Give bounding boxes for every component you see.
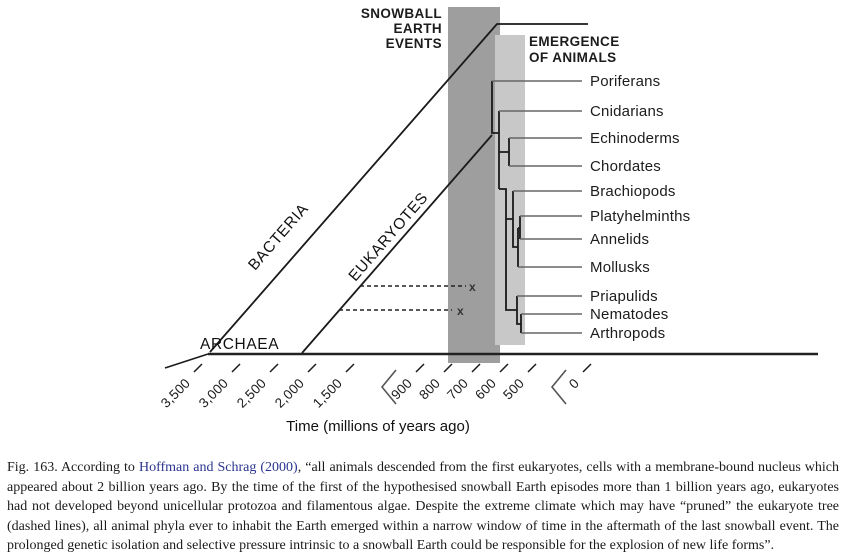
snowball-events-band [448,7,500,363]
caption-prefix: Fig. 163. According to [7,460,139,475]
emergence-label-line1: EMERGENCE [529,34,620,49]
tick-2000: 2,000 [271,375,308,411]
snowball-label-line2: EARTH [393,21,442,36]
snowball-band-label [361,6,442,51]
tick-marks [194,364,591,372]
axis-break-right [552,370,566,404]
taxon-poriferans: Poriferans [590,73,661,90]
tick-labels [158,376,582,411]
archaea-label: ARCHAEA [200,336,280,353]
tick-500: 500 [500,375,528,403]
caption-body: , “all animals descended from the first eukaryotes, cells with a membrane-bound nucleus which appeared about 2 billion years ago. By the time of the first of the hypothesised snowball Earth episodes more than 1 billion years ago, eukaryotes had not developed beyond unicellular protozoa and filamentous algae. Despite the extreme climate which may have “pruned” the eukaryote tree (dashed lines), all animal phyla ever to inhabit the Earth emerged within a narrow window of time in the aftermath of the last snowball event. The prolonged genetic isolation and selective pressure intrinsic to a snowball Earth could be responsible for the explosion of new life forms”. [7,460,839,554]
taxon-arthropods: Arthropods [590,325,666,342]
tick-1500: 1,500 [309,375,346,411]
time-axis [158,364,591,435]
tick-2500: 2,500 [233,375,270,411]
tick-3500: 3,500 [157,375,194,411]
bacteria-line [210,24,588,352]
taxon-cnidarians: Cnidarians [590,103,664,120]
tick-900: 900 [388,375,416,403]
tick-3000: 3,000 [195,375,232,411]
snowball-label-line3: EVENTS [385,36,442,51]
bacteria-label: BACTERIA [245,200,313,274]
taxon-chordates: Chordates [590,158,662,175]
tick-0: 0 [566,375,583,392]
eukaryotes-label: EUKARYOTES [345,189,432,285]
taxon-echinoderms: Echinoderms [590,130,680,147]
taxa-labels [590,73,690,342]
prune-x-mark-2: x [457,304,464,318]
tick-700: 700 [444,375,472,403]
axis-title: Time (millions of years ago) [286,418,470,435]
taxon-brachiopods: Brachiopods [590,183,676,200]
tick-600: 600 [472,375,500,403]
prune-x-mark-1: x [469,280,476,294]
emergence-label-line2: OF ANIMALS [529,50,617,65]
taxon-priapulids: Priapulids [590,288,658,305]
emergence-band-label [529,34,620,65]
tick-800: 800 [416,375,444,403]
caption-citation-link[interactable]: Hoffman and Schrag (2000) [138,460,298,475]
root-tail-line [165,354,208,368]
taxon-mollusks: Mollusks [590,259,650,276]
snowball-label-line1: SNOWBALL [360,6,442,21]
taxon-nematodes: Nematodes [590,306,669,323]
taxon-annelids: Annelids [590,231,650,248]
taxon-platyhelminths: Platyhelminths [590,208,691,225]
figure-caption [0,452,845,556]
